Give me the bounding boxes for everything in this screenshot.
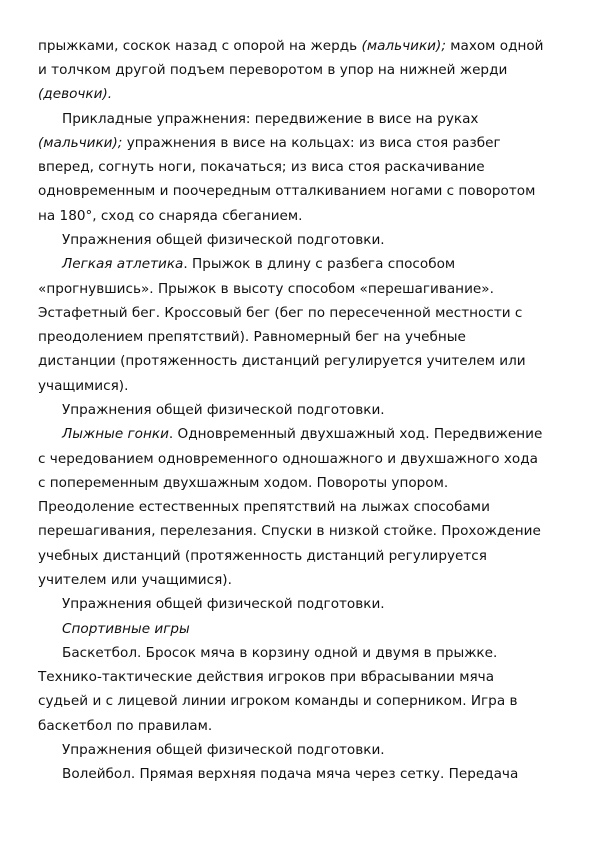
text-line	[38, 207, 303, 225]
italic-text-run: (мальчики);	[361, 38, 446, 54]
text-run: упражнения в висе на кольцах: из виса стоя разбег	[122, 135, 501, 151]
text-run: преодолением препятствий). Равномерный бег на учебные	[38, 329, 466, 345]
italic-text-run: (девочки).	[38, 86, 113, 102]
text-run: . Прыжок в длину с разбега способом	[183, 256, 456, 272]
text-run: одновременным и поочередным отталкиванием ногами с поворотом	[38, 183, 536, 199]
text-run: Упражнения общей физической подготовки.	[62, 742, 385, 758]
text-line	[62, 644, 497, 662]
text-line	[38, 304, 522, 322]
text-run: прыжками, соскок назад с опорой на жердь	[38, 38, 362, 54]
text-line	[62, 741, 385, 759]
text-line	[38, 61, 507, 79]
text-line	[38, 450, 538, 468]
italic-text-run: (мальчики);	[38, 135, 123, 151]
text-run: вперед, согнуть ноги, покачаться; из виса стоя раскачивание	[38, 159, 485, 175]
text-line	[38, 547, 487, 565]
text-line	[38, 522, 541, 540]
text-line	[62, 255, 455, 273]
text-run: Упражнения общей физической подготовки.	[62, 232, 385, 248]
text-line	[38, 692, 517, 710]
text-line	[38, 37, 544, 55]
text-run: с чередованием одновременного одношажного и двухшажного хода	[38, 451, 538, 467]
text-run: учителем или учащимися).	[38, 572, 232, 588]
text-run: учебных дистанций (протяженность дистанций регулируется	[38, 548, 487, 564]
text-line	[38, 571, 232, 589]
text-run: Баскетбол. Бросок мяча в корзину одной и двумя в прыжке.	[62, 645, 498, 661]
text-line	[38, 717, 212, 735]
text-line	[38, 328, 466, 346]
text-run: . Одновременный двухшажный ход. Передвижение	[168, 426, 543, 442]
text-line	[62, 110, 478, 128]
text-line	[62, 765, 518, 783]
text-line	[38, 668, 494, 686]
text-run: судьей и с лицевой линии игроком команды и соперником. Игра в	[38, 693, 518, 709]
text-line	[38, 158, 485, 176]
italic-text-run: Спортивные игры	[62, 621, 190, 637]
text-run: Упражнения общей физической подготовки.	[62, 402, 385, 418]
text-run: учащимися).	[38, 378, 129, 394]
text-run: Волейбол. Прямая верхняя подача мяча через сетку. Передача	[62, 766, 519, 782]
text-line	[62, 401, 385, 419]
text-run: и толчком другой подъем переворотом в упор на нижней жерди	[38, 62, 508, 78]
text-line	[38, 352, 526, 370]
text-run: Преодоление естественных препятствий на лыжах способами	[38, 499, 490, 515]
text-run: баскетбол по правилам.	[38, 718, 213, 734]
text-run: Прикладные упражнения: передвижение в висе на руках	[62, 111, 479, 127]
text-line	[38, 182, 535, 200]
text-line	[38, 85, 112, 103]
text-line	[38, 474, 448, 492]
text-run: с попеременным двухшажным ходом. Повороты упором.	[38, 475, 449, 491]
text-run: Эстафетный бег. Кроссовый бег (бег по пересеченной местности с	[38, 305, 523, 321]
italic-text-run: Лыжные гонки	[62, 426, 169, 442]
text-line	[62, 620, 190, 638]
text-line	[38, 377, 128, 395]
text-line	[38, 280, 494, 298]
italic-text-run: Легкая атлетика	[62, 256, 184, 272]
text-run: дистанции (протяженность дистанций регулируется учителем или	[38, 353, 526, 369]
text-run: Упражнения общей физической подготовки.	[62, 596, 385, 612]
text-line	[38, 498, 490, 516]
text-line	[62, 595, 385, 613]
text-run: «прогнувшись». Прыжок в высоту способом «перешагивание».	[38, 281, 494, 297]
text-line	[62, 425, 542, 443]
text-run: перешагивания, перелезания. Спуски в низкой стойке. Прохождение	[38, 523, 541, 539]
text-run: Технико-тактические действия игроков при вбрасывании мяча	[38, 669, 495, 685]
text-run: махом одной	[445, 38, 544, 54]
text-line	[62, 231, 385, 249]
text-line	[38, 134, 501, 152]
text-run: на 180°, сход со снаряда сбеганием.	[38, 208, 303, 224]
